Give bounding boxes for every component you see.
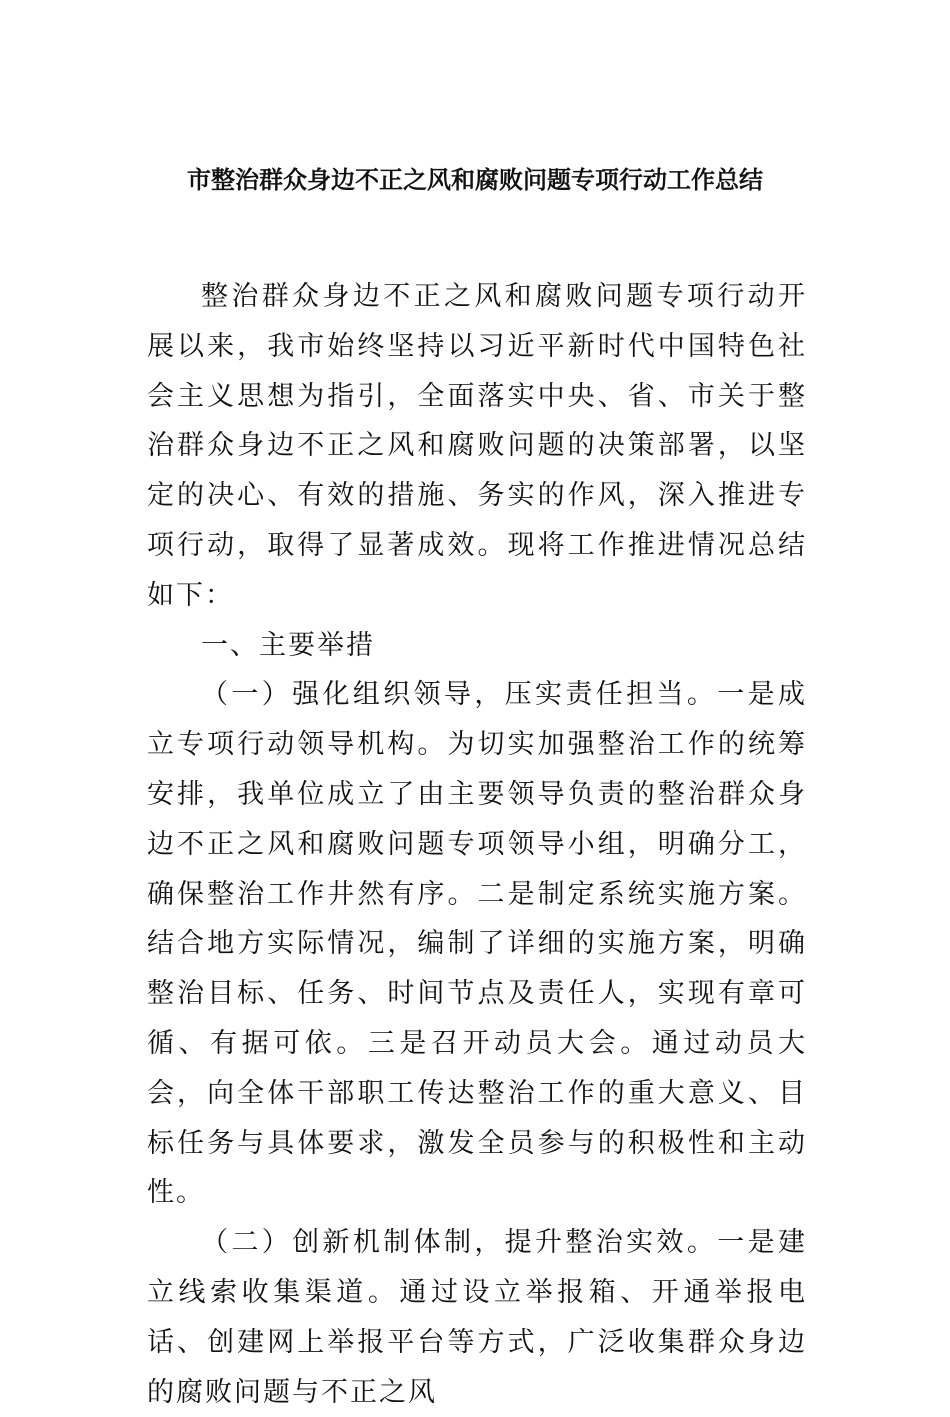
subsection-2-paragraph: （二）创新机制体制，提升整治实效。一是建立线索收集渠道。通过设立举报箱、开通举报电话、创建网上举报平台等方式，广泛收集群众身边的腐败问题与不正之风 [147,1227,807,1408]
section-heading-main-measures: 一、主要举措 [201,629,375,661]
document-title: 市整治群众身边不正之风和腐败问题专项行动工作总结 [187,165,763,194]
intro-paragraph: 整治群众身边不正之风和腐败问题专项行动开展以来，我市始终坚持以习近平新时代中国特色社会主义思想为指引，全面落实中央、省、市关于整治群众身边不正之风和腐败问题的决策部署，以坚定的决心、有效的措施、务实的作风，深入推进专项行动，取得了显著成效。现将工作推进情况总结如下： [147,281,807,611]
subsection-1-paragraph: （一）强化组织领导，压实责任担当。一是成立专项行动领导机构。为切实加强整治工作的统筹安排，我单位成立了由主要领导负责的整治群众身边不正之风和腐败问题专项领导小组，明确分工，确保整治工作井然有序。二是制定系统实施方案。结合地方实际情况，编制了详细的实施方案，明确整治目标、任务、时间节点及责任人，实现有章可循、有据可依。三是召开动员大会。通过动员大会，向全体干部职工传达整治工作的重大意义、目标任务与具体要求，激发全员参与的积极性和主动性。 [147,679,807,1209]
document-body [147,272,807,1417]
